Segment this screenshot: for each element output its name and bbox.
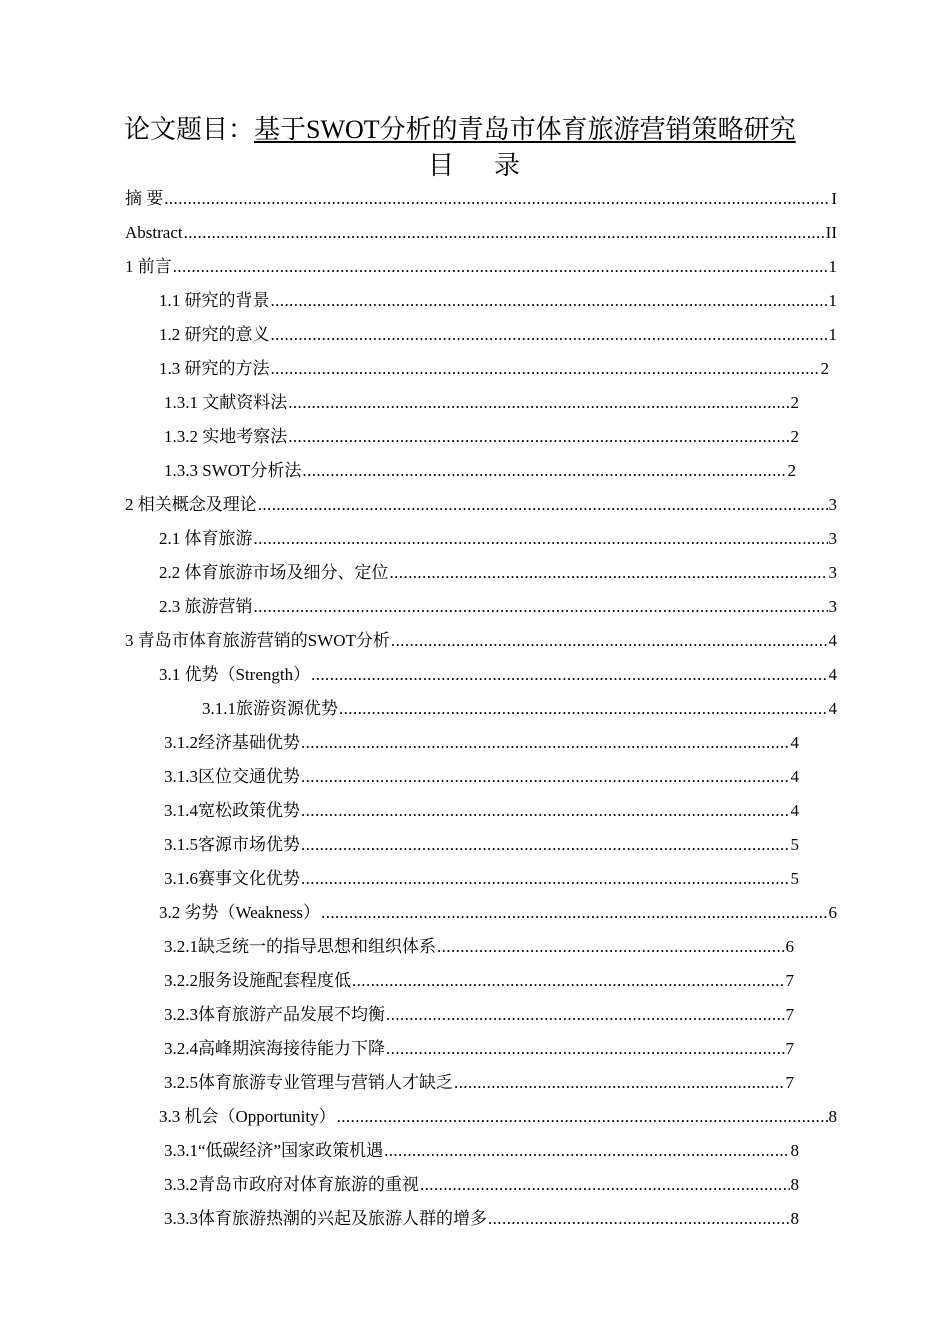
toc-entry-label: 3.2.4高峰期滨海接待能力下降 [164,1039,385,1058]
toc-page-number: 3 [828,529,837,548]
toc-entry[interactable] [125,492,837,518]
toc-page-number: 7 [785,1039,794,1058]
toc-entry-label: 3.1.2经济基础优势 [164,733,300,752]
toc-dot-leader [254,594,828,620]
toc-dot-leader [288,390,789,416]
toc-entry[interactable] [164,730,799,756]
toc-entry-label: 3.1.6赛事文化优势 [164,869,300,888]
toc-dot-leader [184,220,825,246]
toc-entry[interactable] [164,424,799,450]
toc-page-number: 4 [828,699,837,718]
toc-page-number: 2 [790,393,799,412]
toc-page-number: 4 [790,767,799,786]
toc-page-number: 6 [828,903,837,922]
toc-page-number: 2 [787,461,796,480]
toc-entry[interactable] [202,696,837,722]
toc-entry[interactable] [164,798,799,824]
toc-entry[interactable] [164,764,799,790]
toc-entry-label: Abstract [125,223,183,242]
toc-page-number: 1 [828,325,837,344]
toc-entry[interactable] [159,560,837,586]
toc-entry-label: 3.2.1缺乏统一的指导思想和组织体系 [164,937,436,956]
toc-heading [0,148,950,184]
toc-dot-leader [288,424,789,450]
toc-entry-label: 3.3.3体育旅游热潮的兴起及旅游人群的增多 [164,1209,487,1228]
toc-dot-leader [337,1104,828,1130]
toc-entry[interactable] [164,1036,794,1062]
toc-entry-label: 3.2.2服务设施配套程度低 [164,971,351,990]
toc-entry[interactable] [164,1206,799,1232]
toc-entry-label: 1.3.1 文献资料法 [164,393,288,412]
toc-page-number: 4 [828,665,837,684]
toc-page-number: 8 [828,1107,837,1126]
toc-entry[interactable] [164,968,794,994]
toc-entry-label: 3.2.3体育旅游产品发展不均衡 [164,1005,385,1024]
toc-entry-label: 2.3 旅游营销 [159,597,253,616]
toc-dot-leader [386,1002,785,1028]
toc-entry-label: 2.1 体育旅游 [159,529,253,548]
toc-entry[interactable] [159,322,837,348]
toc-dot-leader [173,254,828,280]
thesis-title-text: 基于SWOT分析的青岛市体育旅游营销策略研究 [254,115,796,144]
toc-entry[interactable] [159,1104,837,1130]
toc-entry-label: 3.1 优势（Strength） [159,665,311,684]
toc-page-number: 1 [828,257,837,276]
toc-dot-leader [302,458,786,484]
toc-dot-leader [271,356,820,382]
toc-dot-leader [301,730,790,756]
toc-entry-label: 1.3 研究的方法 [159,359,270,378]
toc-entry-label: 3.1.3区位交通优势 [164,767,300,786]
toc-entry-label: 2 相关概念及理论 [125,495,257,514]
toc-page-number: 5 [790,869,799,888]
toc-entry-label: 3.1.4宽松政策优势 [164,801,300,820]
toc-entry[interactable] [164,1138,799,1164]
toc-page-number: 4 [790,733,799,752]
toc-heading-char-2: 录 [494,151,523,180]
toc-entry-label: 3.2 劣势（Weakness） [159,903,321,922]
toc-entry[interactable] [164,390,799,416]
toc-entry-label: 2.2 体育旅游市场及细分、定位 [159,563,389,582]
toc-dot-leader [301,798,790,824]
toc-entry-label: 3.3.2青岛市政府对体育旅游的重视 [164,1175,419,1194]
thesis-title [124,112,802,148]
toc-entry[interactable] [164,1070,794,1096]
toc-dot-leader [386,1036,785,1062]
toc-page-number: 3 [828,597,837,616]
toc-dot-leader [164,186,830,212]
toc-entry[interactable] [125,186,837,212]
toc-entry[interactable] [164,934,794,960]
toc-dot-leader [420,1172,790,1198]
toc-dot-leader [384,1138,789,1164]
toc-entry[interactable] [159,526,837,552]
toc-dot-leader [301,764,790,790]
toc-dot-leader [271,322,828,348]
toc-entry-label: 3.1.1旅游资源优势 [202,699,338,718]
toc-entry-label: 3.3.1“低碳经济”国家政策机遇 [164,1141,384,1160]
toc-entry-label: 1.1 研究的背景 [159,291,270,310]
toc-page-number: 7 [785,971,794,990]
toc-entry-label: 3.1.5客源市场优势 [164,835,300,854]
toc-heading-char-1: 目 [427,151,456,180]
toc-entry[interactable] [125,254,837,280]
toc-page-number: 2 [790,427,799,446]
toc-page-number: I [831,189,837,208]
toc-page-number: 3 [828,495,837,514]
toc-entry[interactable] [164,866,799,892]
toc-dot-leader [271,288,828,314]
toc-dot-leader [437,934,785,960]
toc-entry[interactable] [159,594,837,620]
toc-page-number: 4 [790,801,799,820]
toc-page-number: 4 [828,631,837,650]
toc-entry-label: 1 前言 [125,257,172,276]
toc-page-number: 8 [790,1141,799,1160]
toc-entry[interactable] [125,220,837,246]
toc-entry[interactable] [164,1002,794,1028]
toc-dot-leader [254,526,828,552]
toc-entry-label: 3 青岛市体育旅游营销的SWOT分析 [125,631,390,650]
toc-dot-leader [301,866,790,892]
toc-page-number: 6 [785,937,794,956]
toc-dot-leader [391,628,828,654]
toc-page-number: 7 [785,1073,794,1092]
toc-page-number: 5 [790,835,799,854]
toc-page-number: 7 [785,1005,794,1024]
toc-entry[interactable] [159,356,829,382]
toc-page-number: 1 [828,291,837,310]
toc-dot-leader [454,1070,785,1096]
toc-page-number: 8 [790,1175,799,1194]
toc-entry-label: 1.3.3 SWOT分析法 [164,461,302,480]
toc-entry[interactable] [164,1172,799,1198]
toc-dot-leader [390,560,828,586]
toc-entry-label: 3.3 机会（Opportunity） [159,1107,336,1126]
toc-dot-leader [488,1206,790,1232]
toc-entry[interactable] [125,628,837,654]
toc-entry[interactable] [164,832,799,858]
thesis-title-prefix: 论文题目： [124,115,255,144]
toc-entry[interactable] [159,662,837,688]
toc-page-number: II [825,223,837,242]
toc-dot-leader [321,900,827,926]
toc-entry-label: 1.3.2 实地考察法 [164,427,288,446]
toc-dot-leader [311,662,827,688]
toc-entry[interactable] [159,900,837,926]
toc-page-number: 2 [820,359,829,378]
toc-entry-label: 3.2.5体育旅游专业管理与营销人才缺乏 [164,1073,453,1092]
toc-dot-leader [339,696,828,722]
toc-page-number: 3 [828,563,837,582]
toc-entry[interactable] [159,288,837,314]
toc-dot-leader [258,492,828,518]
toc-entry-label: 1.2 研究的意义 [159,325,270,344]
toc-dot-leader [301,832,790,858]
toc-entry[interactable] [164,458,796,484]
toc-dot-leader [352,968,785,994]
toc-entry-label: 摘 要 [125,189,164,208]
toc-page-number: 8 [790,1209,799,1228]
